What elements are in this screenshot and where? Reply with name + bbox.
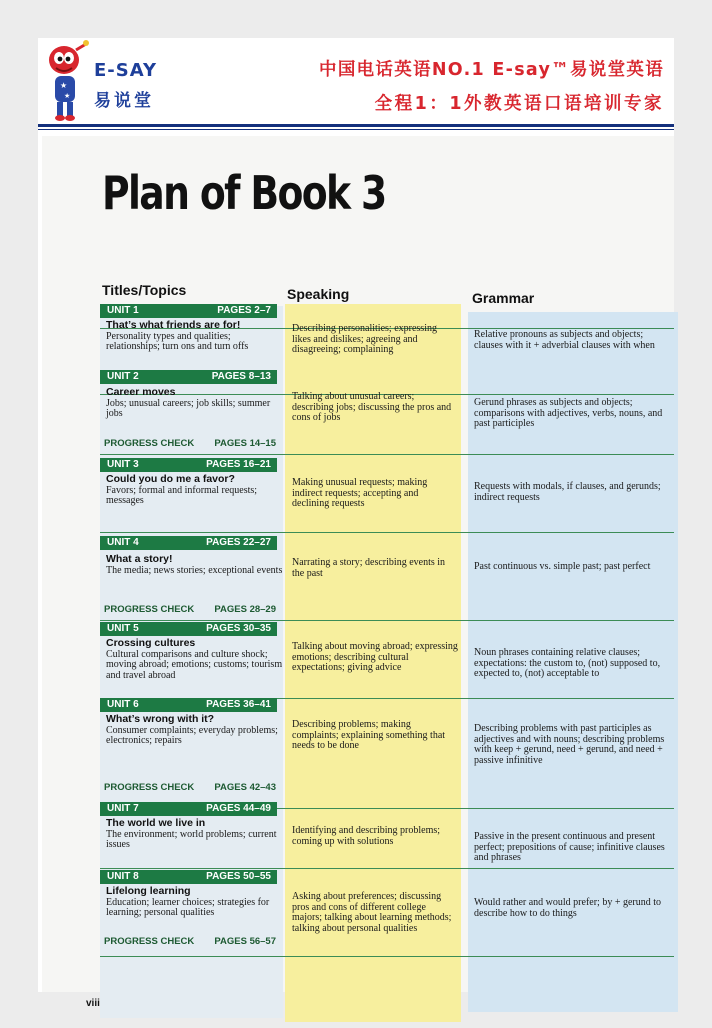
column-header-topics: Titles/Topics <box>102 282 187 298</box>
unit-title: That’s what friends are for! <box>106 319 241 331</box>
row-divider <box>100 868 674 869</box>
unit-bar <box>100 458 277 472</box>
unit-title: What a story! <box>106 553 173 565</box>
unit-label: UNIT 3 <box>107 459 139 470</box>
mascot-logo-icon <box>42 38 94 122</box>
unit-topics: Consumer complaints; everyday problems; electronics; repairs <box>106 724 278 746</box>
unit-pages: PAGES 50–55 <box>206 871 271 882</box>
unit-topic <box>106 320 284 353</box>
grammar-cell: Requests with modals, if clauses, and gerunds; indirect requests <box>474 481 661 503</box>
speaking-cell: Describing personalities; expressing likes and dislikes; agreeing and disagreeing; complaining <box>292 323 437 355</box>
unit-topic <box>106 474 284 507</box>
grammar-cell: Relative pronouns as subjects and objects; clauses with it + adverbial clauses with when <box>474 329 655 351</box>
unit-bar <box>100 698 277 712</box>
unit-topic <box>106 714 284 747</box>
column-header-speaking: Speaking <box>287 286 350 302</box>
unit-title: Could you do me a favor? <box>106 473 235 485</box>
unit-pages: PAGES 30–35 <box>206 623 271 634</box>
scanned-page <box>42 136 674 1009</box>
unit-topic <box>106 638 284 681</box>
unit-topics: Favors; formal and informal requests; messages <box>106 484 258 506</box>
grammar-cell: Gerund phrases as subjects and objects; comparisons with adjectives, verbs, nouns, and past participles <box>474 397 663 429</box>
unit-topic <box>106 886 284 919</box>
page-number: viii <box>86 998 100 1009</box>
unit-topics: The media; news stories; exceptional events <box>106 564 283 576</box>
unit-topics: Education; learner choices; strategies for learning; personal qualities <box>106 896 270 918</box>
header-divider-thin <box>38 129 674 130</box>
unit-topic <box>106 818 284 851</box>
unit-pages: PAGES 44–49 <box>206 803 271 814</box>
unit-topics: Cultural comparisons and culture shock; moving abroad; emotions; customs; tourism and travel abroad <box>106 648 283 681</box>
unit-title: Career moves <box>106 386 176 398</box>
unit-title: Crossing cultures <box>106 637 196 649</box>
unit-topic <box>106 387 284 420</box>
progress-check-pages: PAGES 28–29 <box>214 604 276 615</box>
unit-topic <box>106 554 284 576</box>
progress-check-label: PROGRESS CHECK <box>104 782 195 793</box>
logo-chinese-name: 易说堂 <box>94 91 154 111</box>
speaking-cell: Talking about moving abroad; expressing emotions; describing cultural expectations; giving advice <box>292 641 458 673</box>
row-divider <box>100 620 674 621</box>
grammar-cell: Past continuous vs. simple past; past perfect <box>474 561 651 572</box>
unit-label: UNIT 8 <box>107 871 139 882</box>
unit-label: UNIT 5 <box>107 623 139 634</box>
svg-text:★: ★ <box>64 92 71 100</box>
unit-label: UNIT 1 <box>107 305 139 316</box>
speaking-cell: Making unusual requests; making indirect requests; accepting and declining requests <box>292 477 428 509</box>
row-divider <box>100 454 674 455</box>
progress-check-pages: PAGES 14–15 <box>214 438 276 449</box>
unit-bar <box>100 370 277 384</box>
unit-bar <box>100 802 277 816</box>
grammar-cell: Would rather and would prefer; by + gerund to describe how to do things <box>474 897 662 919</box>
unit-bar <box>100 304 277 318</box>
speaking-cell: Talking about unusual careers; describing jobs; discussing the pros and cons of jobs <box>292 391 452 423</box>
grammar-cell: Passive in the present continuous and present perfect; prepositions of cause; infinitive clauses and phrases <box>474 831 665 863</box>
logo-text: E-SAY <box>94 60 157 81</box>
unit-bar <box>100 536 277 550</box>
speaking-cell: Identifying and describing problems; coming up with solutions <box>292 825 441 847</box>
progress-check-label: PROGRESS CHECK <box>104 438 195 449</box>
unit-topics: The environment; world problems; current issues <box>106 828 277 850</box>
unit-topics: Personality types and qualities; relationships; turn ons and turn offs <box>106 330 249 352</box>
unit-label: UNIT 7 <box>107 803 139 814</box>
column-header-grammar: Grammar <box>472 290 535 306</box>
page-title: Plan of Book 3 <box>102 166 386 220</box>
unit-title: The world we live in <box>106 817 206 829</box>
progress-check-label: PROGRESS CHECK <box>104 936 195 947</box>
page <box>38 38 674 1009</box>
unit-title: What’s wrong with it? <box>106 713 215 725</box>
row-divider <box>100 532 674 533</box>
unit-pages: PAGES 16–21 <box>206 459 271 470</box>
unit-label: UNIT 4 <box>107 537 139 548</box>
unit-label: UNIT 2 <box>107 371 139 382</box>
progress-check-label: PROGRESS CHECK <box>104 604 195 615</box>
header-divider <box>38 124 674 127</box>
slogan-line-1: 中国电话英语NO.1 E-say™易说堂英语 <box>319 60 664 80</box>
unit-topics: Jobs; unusual careers; job skills; summer jobs <box>106 397 271 419</box>
unit-pages: PAGES 8–13 <box>211 371 271 382</box>
unit-pages: PAGES 2–7 <box>217 305 271 316</box>
grammar-cell: Describing problems with past participles as adjectives and with nouns; describing problems with keep + gerund, need + gerund, and need + passive infinitive <box>474 723 665 766</box>
unit-bar <box>100 622 277 636</box>
grammar-cell: Noun phrases containing relative clauses; expectations: the custom to, (not) supposed to, expected to, (not) acceptable to <box>474 647 661 679</box>
unit-bar <box>100 870 277 884</box>
unit-label: UNIT 6 <box>107 699 139 710</box>
speaking-cell: Asking about preferences; discussing pros and cons of different college majors; talking about learning methods; talking about personal qualities <box>292 891 452 934</box>
unit-pages: PAGES 36–41 <box>206 699 271 710</box>
speaking-cell: Narrating a story; describing events in the past <box>292 557 446 579</box>
row-divider <box>100 956 674 957</box>
unit-pages: PAGES 22–27 <box>206 537 271 548</box>
progress-check-pages: PAGES 42–43 <box>214 782 276 793</box>
slogan-line-2: 全程1：1外教英语口语培训专家 <box>374 94 664 114</box>
site-header <box>38 38 674 126</box>
svg-text:★: ★ <box>60 81 68 90</box>
progress-check-pages: PAGES 56–57 <box>214 936 276 947</box>
unit-title: Lifelong learning <box>106 885 191 897</box>
speaking-cell: Describing problems; making complaints; explaining something that needs to be done <box>292 719 446 751</box>
